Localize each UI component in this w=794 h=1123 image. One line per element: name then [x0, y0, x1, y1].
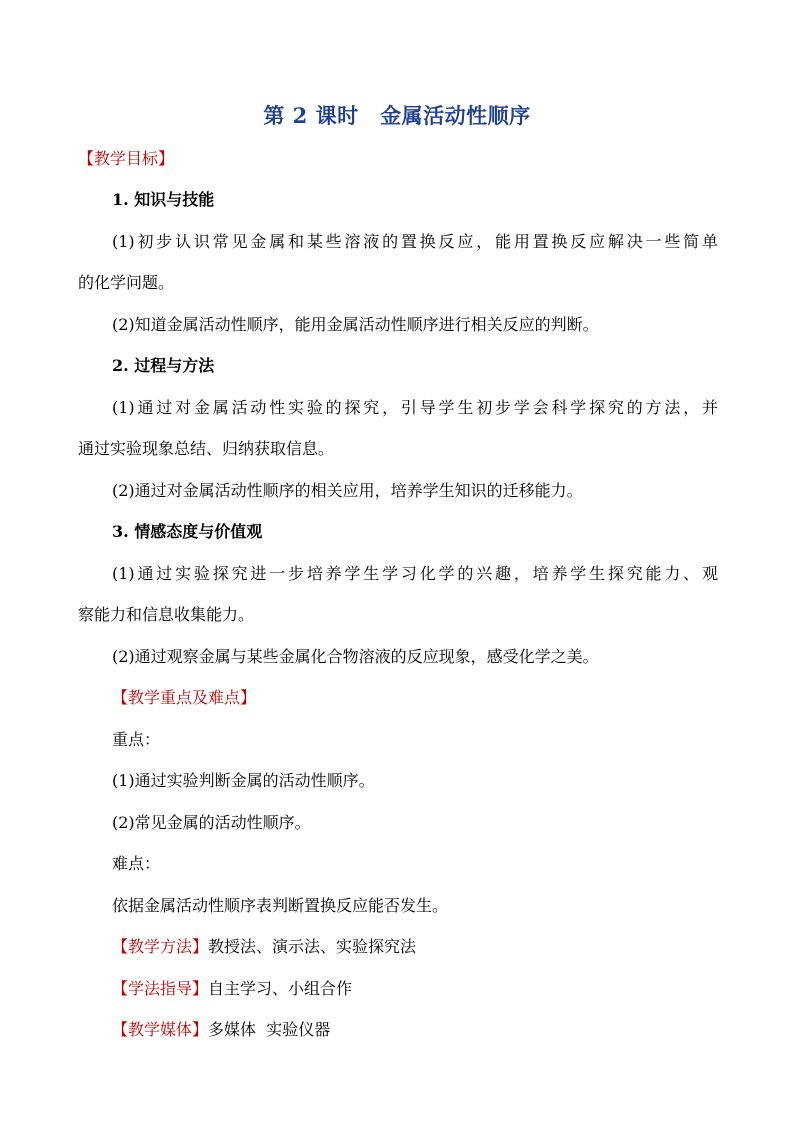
- process-item-1-line2: 通过实验现象总结、归纳获取信息。: [78, 439, 335, 458]
- knowledge-item-1-line1: (1)初步认识常见金属和某些溶液的置换反应，能用置换反应解决一些简单: [112, 232, 718, 251]
- emotion-item-2: (2)通过观察金属与某些金属化合物溶液的反应现象，感受化学之美。: [112, 647, 599, 666]
- difficulty-label: 难点：: [112, 854, 161, 873]
- knowledge-item-2: (2)知道金属活动性顺序，能用金属活动性顺序进行相关反应的判断。: [112, 315, 599, 334]
- knowledge-item-1-line2: 的化学问题。: [78, 273, 175, 292]
- process-item-2: (2)通过对金属活动性顺序的相关应用，培养学生知识的迁移能力。: [112, 481, 583, 500]
- study-header: 【学法指导】: [112, 979, 209, 998]
- process-item-1-line1: (1)通过对金属活动性实验的探究，引导学生初步学会科学探究的方法，并: [112, 398, 718, 417]
- emotion-item-1-line2: 察能力和信息收集能力。: [78, 605, 255, 624]
- method-text: 教授法、演示法、实验探究法: [208, 937, 417, 956]
- key-item-2: (2)常见金属的活动性顺序。: [112, 813, 311, 832]
- method-row: [112, 935, 416, 959]
- objectives-header: 【教学目标】: [78, 149, 175, 168]
- keypoints-header: 【教学重点及难点】: [112, 688, 257, 707]
- media-text: 多媒体 实验仪器: [208, 1020, 331, 1039]
- difficulty-item-1: 依据金属活动性顺序表判断置换反应能否发生。: [112, 896, 449, 915]
- study-row: [112, 977, 352, 1001]
- media-row: [112, 1018, 330, 1042]
- study-text: 自主学习、小组合作: [208, 979, 353, 998]
- emotion-item-1-line1: (1)通过实验探究进一步培养学生学习化学的兴趣，培养学生探究能力、观: [112, 564, 718, 583]
- media-header: 【教学媒体】: [112, 1020, 209, 1039]
- knowledge-heading: 1. 知识与技能: [112, 190, 215, 209]
- process-heading: 2. 过程与方法: [112, 356, 215, 375]
- method-header: 【教学方法】: [112, 937, 209, 956]
- page-title: 第 2 课时 金属活动性顺序: [263, 103, 531, 128]
- key-label: 重点：: [112, 730, 161, 749]
- emotion-heading: 3. 情感态度与价值观: [112, 522, 263, 541]
- key-item-1: (1)通过实验判断金属的活动性顺序。: [112, 771, 375, 790]
